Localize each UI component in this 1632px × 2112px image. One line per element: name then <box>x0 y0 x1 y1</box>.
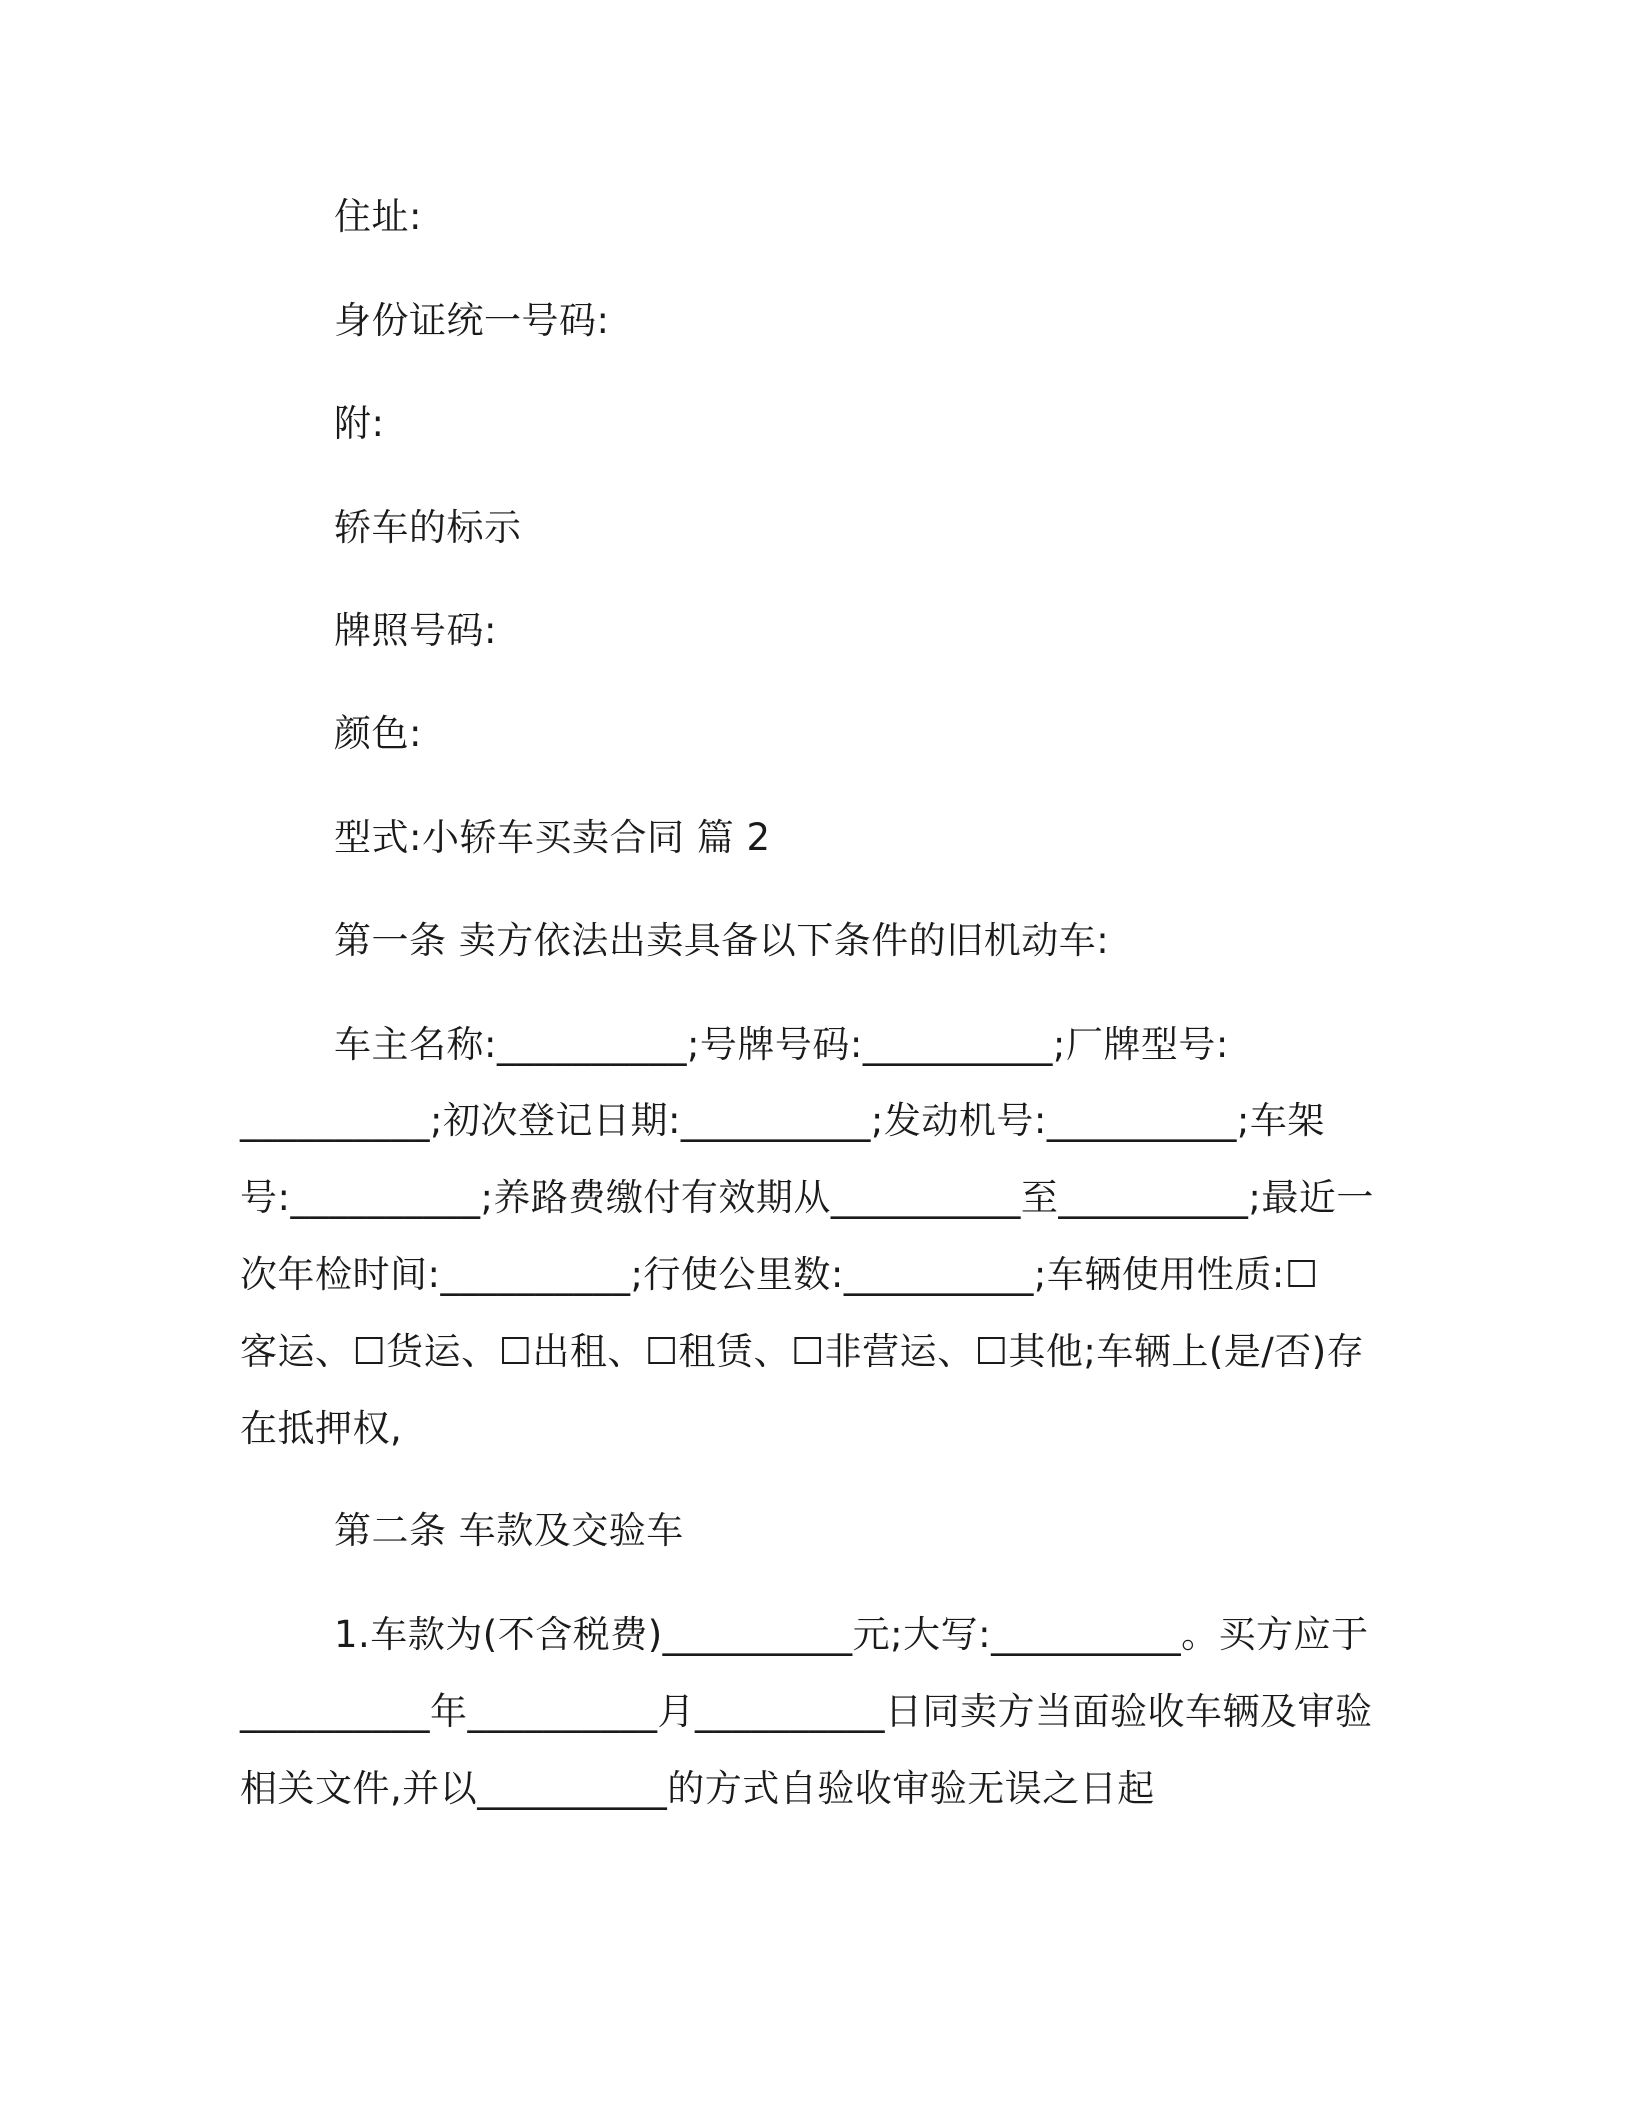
id-number-label: 身份证统一号码: <box>334 299 610 342</box>
article-one-heading: 第一条 卖方依法出卖具备以下条件的旧机动车: <box>334 919 1110 962</box>
article-two-line-3: 相关文件,并以__________的方式自验收审验无误之日起 <box>240 1767 1155 1810</box>
article-one-line-6: 在抵押权, <box>240 1407 403 1450</box>
model-type-line: 型式:小轿车买卖合同 篇 2 <box>334 816 771 859</box>
article-two-line-1: 1.车款为(不含税费)__________元;大写:__________。买方应于 <box>334 1613 1369 1656</box>
attachment-label: 附: <box>334 402 385 445</box>
article-one-line-4: 次年检时间:__________;行使公里数:__________;车辆使用性质:☐ <box>240 1253 1319 1296</box>
car-identification-heading: 轿车的标示 <box>334 506 522 549</box>
article-two-line-2: __________年__________月__________日同卖方当面验收车辆及审验 <box>240 1690 1373 1733</box>
license-plate-label: 牌照号码: <box>334 609 497 652</box>
article-one-line-2: __________;初次登记日期:__________;发动机号:__________;车架 <box>240 1099 1325 1142</box>
article-one-line-5: 客运、☐货运、☐出租、☐租赁、☐非营运、☐其他;车辆上(是/否)存 <box>240 1330 1365 1373</box>
color-label: 颜色: <box>334 712 422 755</box>
address-label: 住址: <box>334 195 422 238</box>
article-one-line-1: 车主名称:__________;号牌号码:__________;厂牌型号: <box>334 1023 1229 1066</box>
article-one-line-3: 号:__________;养路费缴付有效期从__________至__________;最近一 <box>240 1176 1374 1219</box>
article-two-heading: 第二条 车款及交验车 <box>334 1509 684 1552</box>
